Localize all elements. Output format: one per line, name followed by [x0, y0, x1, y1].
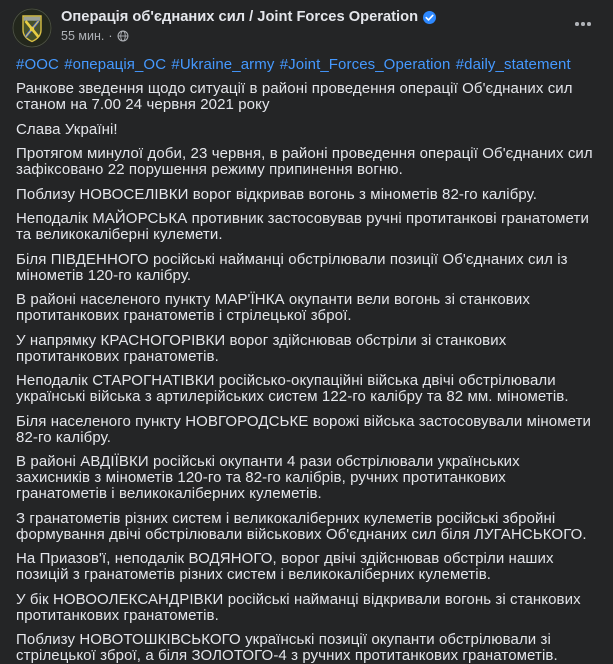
post-paragraph: У напрямку КРАСНОГОРІВКИ ворог здійснював обстріли зі станкових протитанкових гранатометів. [16, 333, 597, 365]
hashtag-row [16, 57, 597, 73]
post-paragraph: У бік НОВООЛЕКСАНДРІВКИ російські найманці відкривали вогонь зі станкових протитанкових гранатометів. [16, 592, 597, 624]
post-paragraph: Неподалік МАЙОРСЬКА противник застосовував ручні протитанкові гранатомети та великокаліберні кулемети. [16, 211, 597, 243]
post-content [0, 57, 613, 664]
hashtag-link[interactable]: #Joint_Forces_Operation [280, 56, 451, 73]
post-paragraph: В районі населеного пункту МАР'ЇНКА окупанти вели вогонь зі станкових протитанкових гранатометів і стрілецької зброї. [16, 292, 597, 324]
post-paragraph: Ранкове зведення щодо ситуації в районі проведення операції Об'єднаних сил станом на 7.00 24 червня 2021 року [16, 81, 597, 113]
post-paragraph: Протягом минулої доби, 23 червня, в районі проведення операції Об'єднаних сил зафіксовано 22 порушення режиму припинення вогню. [16, 146, 597, 178]
post-options-button[interactable] [567, 12, 599, 36]
hashtag-link[interactable]: #Ukraine_army [171, 56, 274, 73]
post-paragraph: Слава Україні! [16, 122, 597, 138]
post-paragraph: Біля ПІВДЕННОГО російські найманці обстрілювали позиції Об'єднаних сил із мінометів 120-го калібру. [16, 252, 597, 284]
post-paragraph: В районі АВДІЇВКИ російські окупанти 4 рази обстрілювали українських захисників з мінометів 120-го та 82-го калібрів, ручних протитанкових гранатометів і великокаліберних кулеметів. [16, 454, 597, 502]
post-paragraph: Біля населеного пункту НОВГОРОДСЬКЕ ворожі війська застосовували міномети 82-го калібру. [16, 414, 597, 446]
hashtag-link[interactable]: #операція_ОС [64, 56, 166, 73]
post-paragraph: Неподалік СТАРОГНАТІВКИ російсько-окупаційні війська двічі обстрілювали українські війська з артилерійських систем 122-го калібру та 82 мм. мінометів. [16, 373, 597, 405]
ellipsis-icon [587, 22, 591, 26]
post-meta [61, 29, 436, 43]
post-header [0, 0, 613, 48]
ellipsis-icon [575, 22, 579, 26]
post-paragraph: На Приазов'ї, неподалік ВОДЯНОГО, ворог двічі здійснював обстріли наших позицій з гранатометів різних систем і великокаліберних кулеметів. [16, 551, 597, 583]
verified-badge-icon [423, 11, 436, 24]
hashtag-link[interactable]: #ООС [16, 56, 59, 73]
timestamp-link[interactable]: 55 мин. [61, 29, 104, 43]
name-row [61, 9, 436, 25]
meta-separator: · [108, 29, 112, 43]
post-paragraph: З гранатометів різних систем і великокаліберних кулеметів російські збройні формування двічі обстрілювали військових Об'єднаних сил біля ЛУГАНСЬКОГО. [16, 511, 597, 543]
ellipsis-icon [581, 22, 585, 26]
hashtag-link[interactable]: #daily_statement [456, 56, 571, 73]
joint-forces-operation-emblem-icon [12, 8, 52, 48]
post-paragraph: Поблизу НОВОСЕЛІВКИ ворог відкривав вогонь з мінометів 82-го калібру. [16, 187, 597, 203]
post-paragraph: Поблизу НОВОТОШКІВСЬКОГО українські позиції окупанти обстрілювали зі стрілецької зброї, а біля ЗОЛОТОГО-4 з ручних протитанкових гранатометів. [16, 632, 597, 664]
header-text [61, 8, 436, 43]
page-name-link[interactable]: Операція об'єднаних сил / Joint Forces Operation [61, 9, 418, 25]
page-avatar[interactable] [12, 8, 52, 48]
globe-icon [117, 30, 129, 42]
